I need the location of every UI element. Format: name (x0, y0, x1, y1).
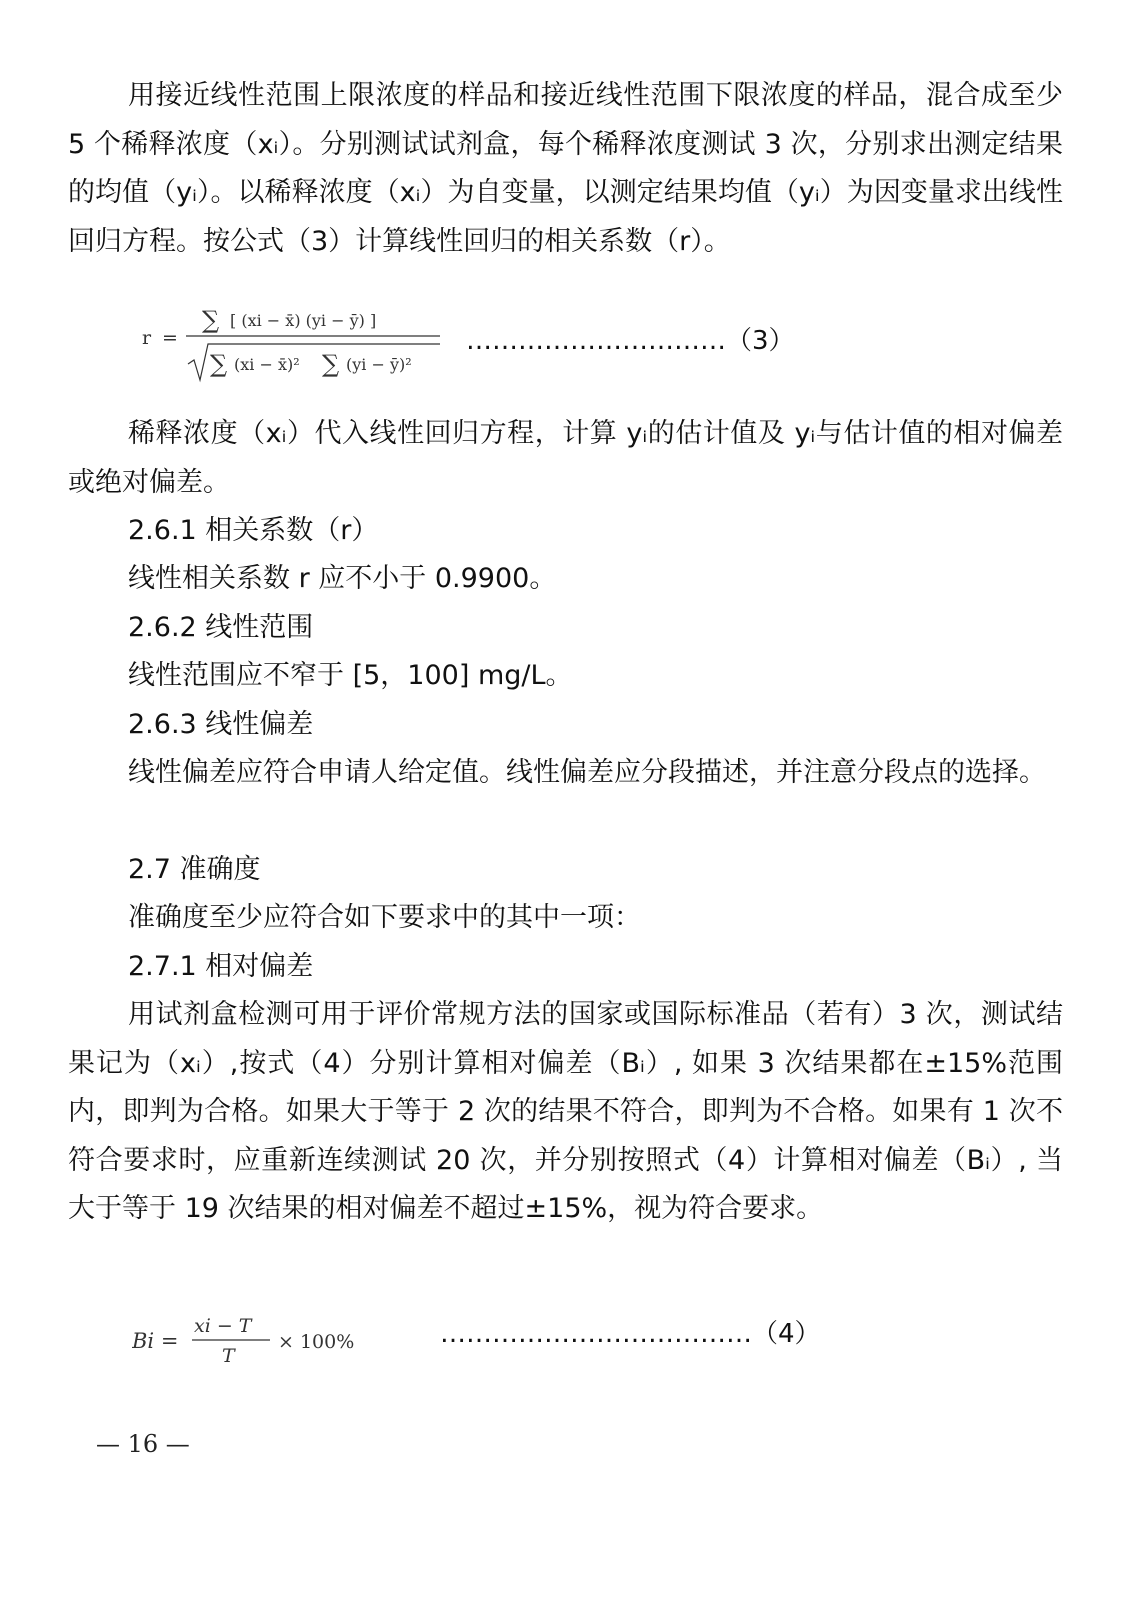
heading-2-6-2: 2.6.2 线性范围 (128, 612, 314, 643)
text-2-7: 准确度至少应符合如下要求中的其中一项： (128, 902, 641, 933)
formula-3-sum-den-1: ∑ (210, 350, 228, 378)
formula-4-numerator: xi − T (194, 1315, 252, 1337)
paragraph-linearity-method: 用接近线性范围上限浓度的样品和接近线性范围下限浓度的样品，混合成至少 5 个稀释浓度（xᵢ）。分别测试试剂盒，每个稀释浓度测试 3 次，分别求出测定结果的均值（yᵢ）。以稀释浓度（xᵢ）为自变量，以测定结果均值（yᵢ）为因变量求出线性回归方程。按公式（3）计算线性回归的相关系数（r）。 (68, 80, 1063, 257)
formula-3-lhs: r (142, 327, 152, 349)
heading-2-7-1: 2.7.1 相对偏差 (128, 951, 314, 982)
formula-3-equals: = (162, 327, 178, 349)
page-number: — 16 — (96, 1430, 190, 1458)
text-2-7-1: 用试剂盒检测可用于评价常规方法的国家或国际标准品（若有）3 次，测试结果记为（xᵢ）,按式（4）分别计算相对偏差（Bᵢ）, 如果 3 次结果都在±15%范围内，即判为合格。如果大于等于 2 次的结果不符合，即判为不合格。如果有 1 次不符合要求时，应重新连续测试 20 次，并分别按照式（4）计算相对偏差（Bᵢ）, 当大于等于 19 次结果的相对偏差不超过±15%，视为符合要求。 (68, 999, 1063, 1224)
formula-3-reference: …………………………（3） (466, 326, 795, 356)
formula-correlation-coefficient (140, 298, 460, 388)
formula-3-numerator: [ (xi − x̄) (yi − ȳ) ] (230, 311, 377, 330)
text-2-6-3: 线性偏差应符合申请人给定值。线性偏差应分段描述，并注意分段点的选择。 (128, 757, 1046, 788)
formula-3-svg (140, 298, 460, 388)
text-2-6-1: 线性相关系数 r 应不小于 0.9900。 (128, 563, 557, 594)
formula-4-reference: ………………………………（4） (440, 1319, 821, 1349)
heading-2-6-1: 2.6.1 相关系数（r） (128, 515, 379, 546)
formula-4-lhs: Bi = (132, 1329, 179, 1353)
formula-4-svg (132, 1306, 382, 1372)
formula-relative-bias (132, 1306, 382, 1372)
formula-3-den-2: (yi − ȳ)² (346, 355, 412, 374)
heading-2-6-3: 2.6.3 线性偏差 (128, 709, 314, 740)
formula-3-den-1: (xi − x̄)² (234, 355, 300, 374)
formula-3-sum-den-2: ∑ (322, 350, 340, 378)
formula-3-sum-numerator: ∑ (202, 306, 220, 334)
formula-4-denominator: T (222, 1345, 235, 1367)
paragraph-dilution-substitution: 稀释浓度（xᵢ）代入线性回归方程，计算 yᵢ的估计值及 yᵢ与估计值的相对偏差或绝对偏差。 (68, 418, 1063, 498)
heading-2-7: 2.7 准确度 (128, 854, 261, 885)
formula-4-factor: × 100% (278, 1331, 355, 1353)
text-2-6-2: 线性范围应不窄于 [5，100] mg/L。 (128, 660, 573, 691)
